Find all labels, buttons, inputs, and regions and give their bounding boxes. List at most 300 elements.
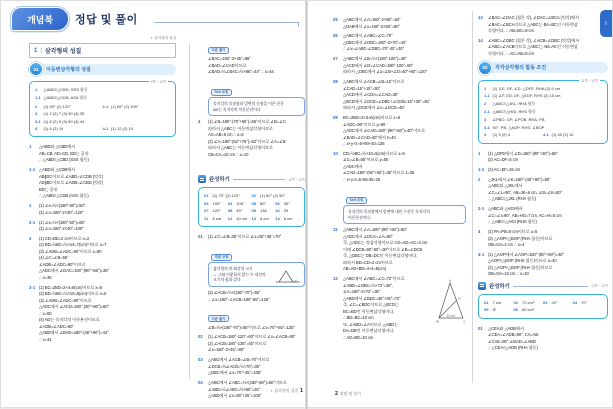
solution-line: ∠BAC=∠BCA이므로 △ABC는 BA=BC인 이등변삼 <box>488 21 578 27</box>
solution-line: 따라서 △ABC는 이등변삼각형이므로 <box>208 145 273 151</box>
solution-line: △ABC에서 ∠A=180°-(90°+30°)=60° <box>343 227 408 233</box>
solution-line: BC=BD인 이등변삼각형이다. <box>343 308 395 314</box>
solution-block <box>478 38 608 58</box>
solution-line: △ABC에서 ∠ABC=∠C=72°이므로 <box>343 276 405 282</box>
answer-item <box>252 193 300 198</box>
solution-line: (1) BC=2BD=2×4=8(cm)이므로 x=8 <box>39 284 102 290</box>
footer-unit-label: Ⅰ. 삼각형의 성질 <box>271 388 299 393</box>
solution-block <box>478 206 608 226</box>
answer-item <box>573 307 603 312</box>
solution-block <box>29 236 176 282</box>
answer-item <box>228 201 252 206</box>
solutions-column <box>478 151 608 278</box>
solution-lines <box>39 144 176 164</box>
problem-number: 2 <box>29 203 32 209</box>
answer-rows <box>484 86 602 137</box>
solution-lines <box>488 151 608 164</box>
solution-line: ∴ BD=BC=10 cm <box>343 315 374 321</box>
answer-row <box>484 300 602 305</box>
answer-number: 2 <box>484 100 487 106</box>
solution-line: ∠ABC=∠ACB이므로 △ABC는 AB=AC인 이등변삼 <box>488 44 578 50</box>
answer-value: 105° <box>212 200 221 206</box>
solution-line: ∴ △ABD≡△CDB (ASA 합동) <box>39 193 89 199</box>
solution-lines <box>488 177 608 203</box>
page-title: 정답 및 풀이 <box>75 14 138 26</box>
solution-line: △ABC에서 ∠ABC=∠C=70° <box>343 33 393 39</box>
solution-lines <box>208 234 305 241</box>
answer-item <box>484 101 602 107</box>
section-header-wanseong <box>478 282 608 290</box>
solution-line: △DBC에서 ∠DBC=180°-2×70°=40° <box>343 39 407 45</box>
answer-number: 4 <box>35 125 38 131</box>
answer-rows <box>35 87 170 131</box>
solution-line: ∴ x+y-z=5+55-35=25 <box>343 176 381 182</box>
answer-item <box>35 87 170 93</box>
tip-line: 꼭지각의 꼭짓점에서 밑변에 내린 수선은 꼭지각의 <box>348 208 430 214</box>
answer-value: (1) ∠E, DF, ∠D, △DFE, RHA (2) 5 cm <box>492 85 561 91</box>
solution-line: AC=AB=6 cm ∴ x=6 <box>208 132 244 138</box>
svg-text:D: D <box>458 296 461 301</box>
answer-item <box>543 300 573 305</box>
solution-line: (2) ∠x=180°-2×40°=100° <box>39 226 84 232</box>
answer-value: 45° <box>236 208 243 214</box>
triangle-figure <box>436 278 466 324</box>
solution-line: (2) △AOP≡△BOP (RHA 합동)이므로 <box>488 264 553 270</box>
footer-right <box>333 391 361 397</box>
solution-line: △ABC에서 ∠B=½×(180°-100°)=40° <box>343 56 407 62</box>
problem-number: 06 <box>333 33 338 39</box>
solution-line: ∠BAC=∠DAC (접은 각), ∠DAC=∠BCA (엇각)에서 <box>488 15 579 20</box>
lesson-header-01 <box>29 62 176 76</box>
answer-number: 01 <box>484 299 489 305</box>
solution-line: ∠ADB=∠ADC=90° <box>39 323 74 329</box>
problem-number: 10 <box>333 150 338 156</box>
solution-line: (2) ∠x=180°-2×30°=120° <box>39 209 84 215</box>
svg-text:B: B <box>436 319 439 324</box>
answer-item <box>514 300 544 305</box>
answer-number: 06 <box>513 307 518 313</box>
solution-line: ∠BAD=∠CAD=40°에서 z=40 <box>343 134 396 140</box>
solution-line: △ABC와 △JKL에서 <box>488 183 523 189</box>
solution-lines <box>343 227 466 273</box>
solution-line: △ABD에서 ∠BAD=180°-(46°+90°)=44° <box>39 330 109 336</box>
answer-value: (1) 70° (2) 125° <box>212 193 240 199</box>
solution-line: △JKL에서 ∠K=180°-(40°+90°)=50° <box>488 176 551 182</box>
answer-number: 14 <box>275 215 280 221</box>
solution-lines <box>343 79 466 112</box>
answer-item <box>204 201 228 206</box>
solution-lines <box>488 15 608 35</box>
answer-number: 04 <box>227 200 233 206</box>
tip-chip: Self 코칭 <box>346 197 367 204</box>
section-title: 완성하기 <box>209 177 230 184</box>
solution-line: (2) BD=½BC=½×14=7(cm)이므로 x=7 <box>39 242 107 248</box>
solution-line: △ABC에서 ∠ABC=½×(180°-80°)=50°이므로 <box>208 380 287 386</box>
solution-line: BC=2BD=2×3=6(cm)이므로 x=6 <box>343 115 400 121</box>
tip-box <box>333 187 466 224</box>
solution-line: ∠C=∠L=90°, AB=JK=6 cm, ∠B=∠K=50° <box>488 189 563 195</box>
answer-value: △ABD≡△CDB, ASA 합동 <box>43 95 88 101</box>
answer-number <box>573 307 579 312</box>
page-range-tag: 13쪽 ~ 14쪽 <box>591 284 608 289</box>
solution-line: ∴ △ABD≡△CBD (SSS 합동) <box>39 157 89 163</box>
solution-lines <box>208 357 305 377</box>
answer-value: 72 cm² <box>522 299 535 305</box>
answer-number: 10 <box>275 208 280 214</box>
answer-value: 10 cm <box>236 215 248 221</box>
solution-line: △ABC와 △HGI에서 <box>488 206 523 212</box>
solution-line: ∴ x=60 <box>39 310 52 316</box>
center-gutter <box>305 1 308 409</box>
lesson-number-badge: 01 <box>29 62 43 76</box>
solution-line: △ADC에서 ∠ACD=180°-(30°+90°)=60° <box>39 304 110 310</box>
solution-line: ∠ABC=∠DBC (접은 각), ∠ACB=∠DBC (엇각)에서 <box>488 37 580 43</box>
unit-tab: Ⅰ <box>600 10 612 37</box>
section-rule <box>233 179 286 180</box>
answer-item <box>252 201 276 206</box>
solution-lines <box>39 236 176 282</box>
solutions-column <box>478 326 608 352</box>
tip-box <box>198 79 305 116</box>
answer-number: 04 <box>572 299 577 305</box>
answer-item <box>35 104 103 109</box>
solution-line: (2) ∠A=180°-(52°+76°)=52°이므로 ∠A=∠B <box>208 138 286 144</box>
solution-lines <box>208 334 305 354</box>
answer-item <box>484 125 602 130</box>
section-header-wanseong <box>198 175 305 183</box>
solutions-column <box>29 144 176 343</box>
answer-value: (1) 8 (2) 5 (3) 60 (4) 44 <box>43 118 85 124</box>
solution-line: ∴ AD=BD=10 cm <box>343 334 374 340</box>
answer-row <box>484 307 602 312</box>
solution-line: ∠CAE=90°-∠BAD=∠ABD <box>488 338 536 344</box>
problem-number: 03 <box>198 357 203 363</box>
answer-item <box>573 300 603 305</box>
answer-item <box>484 307 514 312</box>
solution-line: ∴ △ABC≡△HGI (RHS 합동) <box>488 219 537 225</box>
solution-block <box>478 252 608 278</box>
answer-number: 3-1 <box>484 124 490 130</box>
solution-line: ∴ x=44 <box>39 336 52 342</box>
solution-block <box>29 144 176 164</box>
solution-line: 즉, △DBC는 DB=DC인 이등변삼각형이다. <box>343 253 418 259</box>
problem-number: 4 <box>478 229 481 235</box>
solution-line: △ADC에서 ∠DCA=∠A=60° <box>343 233 393 239</box>
answer-row <box>35 104 170 109</box>
answer-value: (1) 6 (2) 10 <box>43 125 64 131</box>
answer-value: (1) 60° (2) 90° <box>260 193 286 199</box>
solution-lines <box>343 115 466 148</box>
answer-value: (1) 65° (2) 100° <box>111 103 139 109</box>
solutions-column <box>198 38 305 158</box>
answer-item <box>35 95 170 101</box>
answer-number: 05 <box>484 307 489 313</box>
exterior-angle-figure <box>275 269 301 284</box>
solution-line: OB=OA=10 cm ∴ x=10 <box>488 271 529 277</box>
book-logo: 개념북 <box>11 7 69 31</box>
answer-item <box>275 208 299 213</box>
solution-line: △ACD에서 ∠D=∠CAD=180°-100°=80° <box>343 62 414 68</box>
answer-box-lesson02 <box>478 80 608 144</box>
lesson-title: 직각삼각형의 합동 조건 <box>487 62 608 73</box>
section-rule <box>513 286 588 287</box>
solution-block <box>333 227 466 273</box>
solution-lines <box>39 285 176 344</box>
answer-value: 105° <box>236 200 245 206</box>
solution-line: 또, ∠ABD=∠A이므로 △ABD는 <box>343 321 399 327</box>
problem-number: 3 <box>29 235 32 241</box>
solution-line: ∠ADB=∠ADC=90°이므로 <box>39 261 86 267</box>
answer-item <box>35 119 170 124</box>
solution-block <box>29 203 176 216</box>
solution-lines <box>208 325 305 332</box>
answer-item <box>275 201 299 206</box>
answer-box-lesson01 <box>29 81 176 137</box>
tip-box-with-figure <box>198 244 305 287</box>
answer-number: 08 <box>227 208 233 214</box>
tip-chip: Self 코칭 <box>211 89 232 96</box>
solution-block <box>198 290 305 303</box>
answer-item <box>484 93 602 98</box>
answer-value: 30° <box>283 200 290 206</box>
tip-line: AD는 꼭지각의 이등분선이다. <box>213 106 262 112</box>
problem-number: 2-1 <box>478 206 485 212</box>
solution-lines <box>343 151 466 184</box>
stamp-icon <box>198 175 206 183</box>
solution-line: 이때 ∠DCB=90°-60°=30°이므로 ∠B=∠DCB <box>343 246 423 252</box>
answer-value: 136 <box>260 208 267 214</box>
solution-line: ∠CEA=∠ADB=90°, CA=AB, <box>488 332 540 338</box>
answer-value: 6 cm <box>283 215 293 221</box>
answer-item <box>484 132 543 137</box>
answer-value: (1) 50° (2) 120° <box>43 103 71 109</box>
solution-line: (3) ∠ADB=∠ADC=90°이므로 x=90 <box>39 248 102 254</box>
solution-lines <box>488 229 608 249</box>
answer-number: 1-1 <box>484 93 490 99</box>
answer-row <box>484 93 602 98</box>
alternative-solution-block <box>198 307 305 332</box>
solution-line: △ABD에서 ∠x=80°+25°=105° <box>208 393 262 399</box>
solution-block <box>478 151 608 164</box>
solution-line: ∠ABD=∠DBC=½×72°=36°, <box>343 282 394 288</box>
solution-lines <box>39 203 176 216</box>
solution-block <box>198 334 305 354</box>
answer-number: 1 <box>484 85 487 91</box>
solution-line: ∴ x+y+z=6+90+40=136 <box>343 141 385 147</box>
solution-line: ∠BAD=½∠BAC=½×88°=44° ∴ x=44 <box>208 69 274 74</box>
answer-item <box>103 104 171 109</box>
solution-line: AB∥DC이므로 ∠ABD=∠CDB (엇각) <box>39 173 104 179</box>
solution-line: (1) △DFE에서 ∠D=180°-(90°+30°)=60° <box>488 150 558 156</box>
solution-line: 따라서 △DBC에서 ∠x=∠B+∠D=40°+80°=120° <box>343 69 428 75</box>
tip-line: 이등분선이다. <box>348 214 371 220</box>
solution-line: (1) ∠C=∠B=35°이므로 ∠x=35°+35°=70° <box>208 233 282 239</box>
page-range-tag: 10쪽 ~ 11쪽 <box>288 177 305 182</box>
title-rule <box>154 22 299 23</box>
solution-lines <box>343 56 466 76</box>
solution-line: △ABD와 △CBD에서 <box>39 144 75 150</box>
answer-item <box>204 193 252 198</box>
problem-number: 13 <box>478 15 483 20</box>
problem-number: 2-1 <box>29 219 36 225</box>
answer-value: 8 cm <box>212 215 222 221</box>
solution-block <box>29 220 176 233</box>
solution-lines <box>488 167 608 174</box>
answer-item <box>484 300 514 305</box>
solution-block <box>29 167 176 200</box>
solution-line: (4) ∠C=∠B=55° <box>39 255 69 261</box>
answer-number: 09 <box>251 208 256 214</box>
answer-item <box>35 126 103 131</box>
solution-line: △ADC에서 ∠CAD=180°-(90°+50°)=40°이므로 <box>343 128 425 134</box>
lesson-title: 이등변삼각형의 성질 <box>38 64 176 75</box>
answer-number: 03 <box>543 299 548 305</box>
answer-row <box>35 126 170 131</box>
answer-number: 3 <box>35 111 38 117</box>
solution-line: ∠x=180°-2×45°=90° <box>208 347 245 353</box>
solution-lines <box>39 220 176 233</box>
answer-number: 4-1 <box>543 132 549 138</box>
problem-number: 14 <box>478 37 483 43</box>
answer-item <box>484 86 602 91</box>
column-divider-left <box>189 43 190 379</box>
solution-lines <box>208 56 305 76</box>
solution-line: (1) ∠x=½×(180°-80°)=50° <box>39 203 86 209</box>
solution-line: △DAB에서 ∠x=180°-2×50°=80° <box>343 23 400 29</box>
solution-line: (2) ∠ACB=½×(180°-70°)=55° <box>208 290 261 296</box>
solution-lines <box>343 17 466 30</box>
tip-chip: 개념 코칭 <box>211 254 232 261</box>
solution-line: ∴ x=35 <box>39 274 52 280</box>
answer-item <box>204 208 228 213</box>
answer-number: 1-1 <box>35 95 41 101</box>
solution-line: (1) ∠ACB=180°-120°=60°이므로 ∠x=∠ACB=60° <box>208 334 296 340</box>
solution-line: BD는 공통 <box>39 186 58 192</box>
answer-rows <box>484 300 602 312</box>
solution-line: AD∥BC이므로 ∠ADB=∠CBD (엇각) <box>39 180 104 186</box>
solution-line: △ACD에서 ∠CDA=∠CAD=30° <box>343 92 399 98</box>
problem-number: 08 <box>333 79 338 85</box>
solutions-column <box>478 15 608 57</box>
answer-row <box>35 87 170 93</box>
solution-line: 따라서 △DCE에서 ∠x=∠DCE=45° <box>343 105 406 111</box>
solution-line: △ADC에서 <box>343 163 363 169</box>
problem-number: 2 <box>478 176 481 182</box>
answer-item <box>35 111 170 116</box>
svg-text:C: C <box>463 319 466 324</box>
answer-row <box>484 132 602 137</box>
solution-block <box>478 177 608 203</box>
problem-number: 09 <box>333 115 338 121</box>
solution-line: 즉, △ADC는 정삼각형이므로 CD=AD=AC=4 cm <box>343 240 428 246</box>
answer-item <box>204 216 228 221</box>
solution-lines <box>208 119 305 158</box>
answer-rows <box>204 193 299 220</box>
solution-line: △CEA와 △ADB에서 <box>488 325 524 331</box>
answer-value: ② <box>492 307 497 313</box>
solution-block <box>198 357 305 377</box>
solution-line: (1) PA=PB=5 cm이므로 x=5 <box>488 229 538 235</box>
left-column-1 <box>29 36 176 383</box>
solution-line: CB=CA=10 cm ∴ x=10 <box>208 151 249 157</box>
answer-number: 03 <box>204 200 209 206</box>
answer-number <box>543 307 549 312</box>
answer-number: 11 <box>204 215 209 221</box>
answer-number: 4 <box>484 132 487 138</box>
answer-value: 20° <box>551 299 558 305</box>
solution-block <box>333 17 466 30</box>
answer-value: (1) 40 (2) 10 <box>551 132 574 138</box>
problem-number: 05 <box>333 17 338 22</box>
footer-page-number: 1 <box>300 388 303 394</box>
solution-line: (1) ∠x=½×(180°-50°)=65° <box>39 219 86 225</box>
solution-line: ∴ △ABC≡△JKL (RHA 합동) <box>488 196 537 202</box>
right-column-1 <box>333 17 466 383</box>
solution-block <box>478 167 608 174</box>
answer-value: 25 <box>283 208 289 214</box>
solution-line: AB=AD+BD=4+4=8(cm) <box>343 266 387 272</box>
problem-number: 02 <box>198 334 203 340</box>
answer-row <box>204 216 299 221</box>
answer-item <box>228 208 252 213</box>
tip-lines <box>208 262 305 287</box>
solution-line: ∠ADC=90°이므로 y=90 <box>343 121 386 127</box>
solution-block <box>333 115 466 148</box>
note-chip: 다른 풀이 <box>208 315 229 322</box>
running-head: Ⅰ. 삼각형의 성질 <box>151 36 176 40</box>
solution-line: 따라서 △ABC는 이등변삼각형이므로 <box>208 125 273 131</box>
answer-value: 8 cm <box>260 215 269 221</box>
answer-value: △ABD≡△CBD, SSS 합동 <box>43 87 88 92</box>
solution-line: ∠C=∠I=90°, AB=HG=7 cm, AC=HI=5 cm <box>488 212 562 218</box>
solution-line: (2) AC=DF=5 cm <box>488 157 519 163</box>
solution-line: (2) ∠ACB=180°-135°=45°이므로 <box>208 340 267 346</box>
answer-item <box>228 216 252 221</box>
answer-value: △ABC≡△HGI, RHS 합동 <box>492 108 536 114</box>
tip-line: 삼각형의 한 외각의 크기 <box>213 265 253 271</box>
solution-line: (2) AC=EF=15 cm <box>488 166 521 172</box>
answer-value: 90°, PB, △AOP, RHS, ∠BOP <box>492 124 545 130</box>
answer-item <box>484 109 602 115</box>
note-chip: 다른 풀이 <box>208 47 229 54</box>
solution-line: ∠B=½×(180°-70°)=55°이므로 ∠x=70°+55°=125° <box>208 324 295 330</box>
answer-number: 02 <box>513 299 518 305</box>
solution-line: ∠CAD=15°+15°=30° <box>343 85 381 91</box>
solution-line: △ABC에서 ∠A=180°-2×65°=50° <box>343 17 401 22</box>
problem-number: 01 <box>198 233 203 239</box>
tip-lines <box>208 97 305 116</box>
alternative-solution-block <box>198 38 305 76</box>
solution-block-with-figure <box>333 276 466 341</box>
solution-line: (1) ∠B=180°-(70°+55°)=55°이므로 ∠B=∠C <box>208 119 286 125</box>
answer-item <box>103 126 171 131</box>
solution-line: OB=OA=4 cm ∴ x=4 <box>488 242 525 248</box>
problem-number: 1 <box>478 150 481 156</box>
answer-item <box>252 216 276 221</box>
answer-item <box>543 307 573 312</box>
tip-line: → 그와 이웃하지 않는 두 내각의 <box>213 271 266 277</box>
answer-box-wanseong1 <box>198 187 305 227</box>
svg-text:A: A <box>448 278 452 283</box>
solution-block <box>333 33 466 53</box>
solution-line: 즉, ∠C=∠BDC이므로 △BCD는 <box>343 302 399 308</box>
svg-text:10 cm: 10 cm <box>446 313 456 318</box>
solution-line: 각형이다. ∴ AB=BC=8 cm <box>488 28 534 33</box>
answer-item <box>514 307 544 312</box>
solution-line: 따라서 BD=CD=4 cm이므로 <box>343 259 393 265</box>
solution-line: ∠A=180°-2×72°=36° <box>343 289 381 295</box>
solution-block <box>333 151 466 184</box>
